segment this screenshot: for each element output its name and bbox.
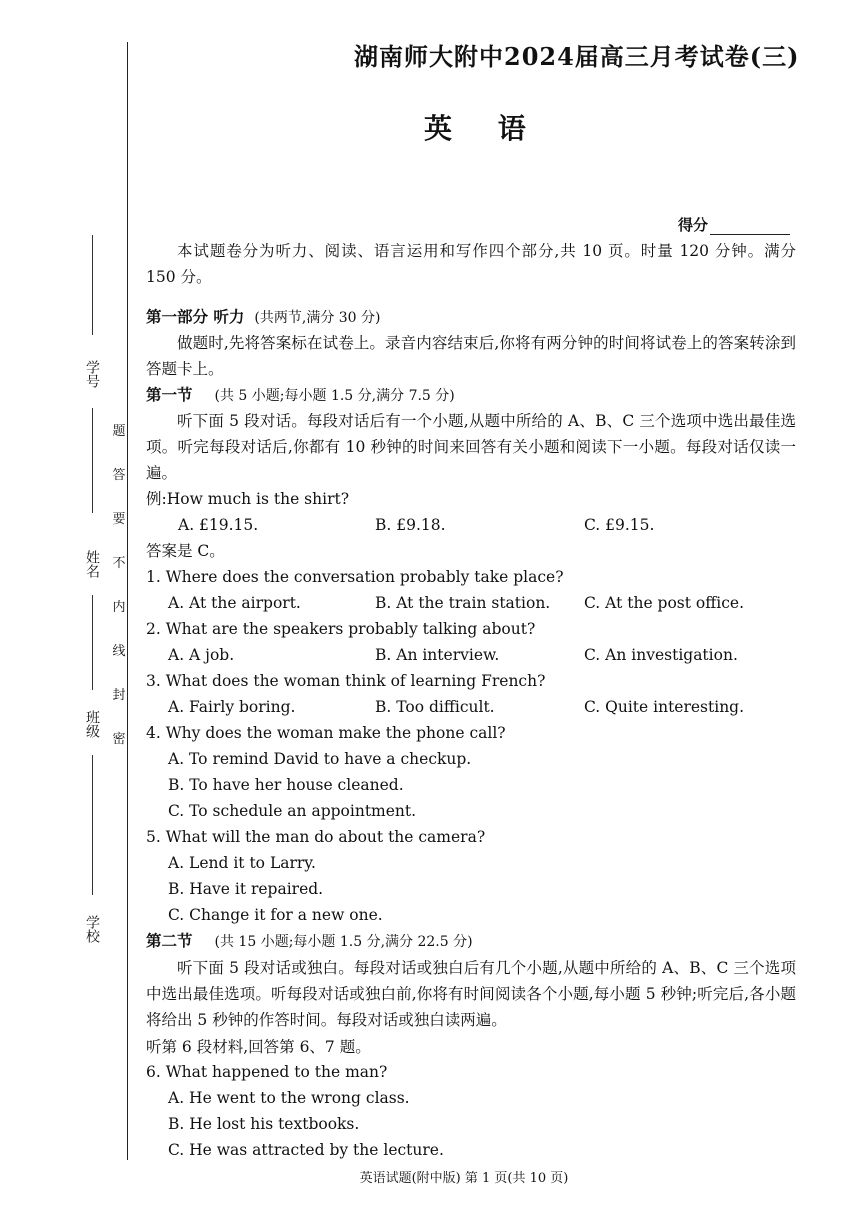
q3-option-a: A. Fairly boring. xyxy=(168,698,296,716)
example-option-a: A. £19.15. xyxy=(178,516,259,534)
q4-option-b: B. To have her house cleaned. xyxy=(168,776,404,794)
part1-title: 第一部分 听力 xyxy=(146,307,245,326)
seal-char: 题 xyxy=(112,424,126,439)
seal-line xyxy=(127,42,128,1160)
q5-option-c: C. Change it for a new one. xyxy=(168,906,383,924)
score-field xyxy=(678,215,790,235)
question-6: 6. What happened to the man? xyxy=(146,1063,388,1081)
section1-instruction: 听下面 5 段对话。每段对话后有一个小题,从题中所给的 A、B、C 三个选项中选出最佳选项。听完每段对话后,你都有 10 秒钟的时间来回答有关小题和阅读下一小题。每段对话仅读一遍。 xyxy=(146,412,796,482)
binding-margin xyxy=(0,0,130,1227)
section2-instruction: 听下面 5 段对话或独白。每段对话或独白后有几个小题,从题中所给的 A、B、C 三个选项中选出最佳选项。听每段对话或独白前,你将有时间阅读各个小题,每小题 5 秒钟;听完后,各小题将给出 5 秒钟的作答时间。每段对话或独白读两遍。 xyxy=(146,959,796,1029)
section1-note: (共 5 小题;每小题 1.5 分,满分 7.5 分) xyxy=(214,388,455,404)
class-label: 班级 xyxy=(84,710,100,738)
name-label: 姓名 xyxy=(84,550,100,578)
q2-option-c: C. An investigation. xyxy=(584,646,738,664)
seal-char: 不 xyxy=(112,556,126,571)
intro-paragraph: 本试题卷分为听力、阅读、语言运用和写作四个部分,共 10 页。时量 120 分钟。满分 150 分。 xyxy=(146,242,796,286)
subject-title: 英 语 xyxy=(424,112,544,145)
question-3: 3. What does the woman think of learning French? xyxy=(146,672,546,690)
question-2: 2. What are the speakers probably talking about? xyxy=(146,620,536,638)
q2-option-a: A. A job. xyxy=(168,646,235,664)
q1-option-c: C. At the post office. xyxy=(584,594,744,612)
seal-char: 内 xyxy=(112,600,126,615)
seal-char: 线 xyxy=(112,644,126,659)
q5-option-a: A. Lend it to Larry. xyxy=(168,854,316,872)
q5-option-b: B. Have it repaired. xyxy=(168,880,324,898)
q6-option-c: C. He was attracted by the lecture. xyxy=(168,1141,444,1159)
q6-option-a: A. He went to the wrong class. xyxy=(168,1089,410,1107)
question-5: 5. What will the man do about the camera? xyxy=(146,828,486,846)
seal-char: 答 xyxy=(112,468,126,483)
part1-heading xyxy=(146,306,381,329)
q6-option-b: B. He lost his textbooks. xyxy=(168,1115,360,1133)
q1-option-a: A. At the airport. xyxy=(168,594,301,612)
class-line xyxy=(92,755,93,895)
q3-option-c: C. Quite interesting. xyxy=(584,698,745,716)
student-id-label: 学号 xyxy=(84,360,100,388)
question-4: 4. Why does the woman make the phone call? xyxy=(146,724,506,742)
part1-note: (共两节,满分 30 分) xyxy=(254,310,381,326)
example-answer: 答案是 C。 xyxy=(146,542,225,560)
seal-char: 封 xyxy=(112,688,126,703)
school-label: 学校 xyxy=(84,915,100,943)
q1-option-b: B. At the train station. xyxy=(375,594,551,612)
score-label: 得分 xyxy=(678,216,709,234)
section1-title: 第一节 xyxy=(146,385,193,404)
example-option-c: C. £9.15. xyxy=(584,516,655,534)
q4-option-c: C. To schedule an appointment. xyxy=(168,802,417,820)
name-line xyxy=(92,595,93,690)
q4-option-a: A. To remind David to have a checkup. xyxy=(168,750,472,768)
exam-title: 湖南师大附中2024届高三月考试卷(三) xyxy=(354,42,800,71)
seal-char: 密 xyxy=(112,732,126,747)
example-option-b: B. £9.18. xyxy=(375,516,446,534)
section2-note: (共 15 小题;每小题 1.5 分,满分 22.5 分) xyxy=(214,934,473,950)
section2-heading xyxy=(146,930,473,953)
seal-char: 要 xyxy=(112,512,126,527)
q2-option-b: B. An interview. xyxy=(375,646,500,664)
section2-title: 第二节 xyxy=(146,931,193,950)
part1-instruction: 做题时,先将答案标在试卷上。录音内容结束后,你将有两分钟的时间将试卷上的答案转涂到答题卡上。 xyxy=(146,334,796,378)
example-question: 例:How much is the shirt? xyxy=(146,490,350,508)
page-footer: 英语试题(附中版) 第 1 页(共 10 页) xyxy=(359,1171,569,1186)
score-blank[interactable] xyxy=(710,221,790,235)
section1-heading xyxy=(146,384,455,407)
q3-option-b: B. Too difficult. xyxy=(375,698,495,716)
student-id-line xyxy=(92,235,93,335)
question-1: 1. Where does the conversation probably take place? xyxy=(146,568,564,586)
material-6-instruction: 听第 6 段材料,回答第 6、7 题。 xyxy=(146,1038,371,1056)
name-line-top xyxy=(92,408,93,513)
